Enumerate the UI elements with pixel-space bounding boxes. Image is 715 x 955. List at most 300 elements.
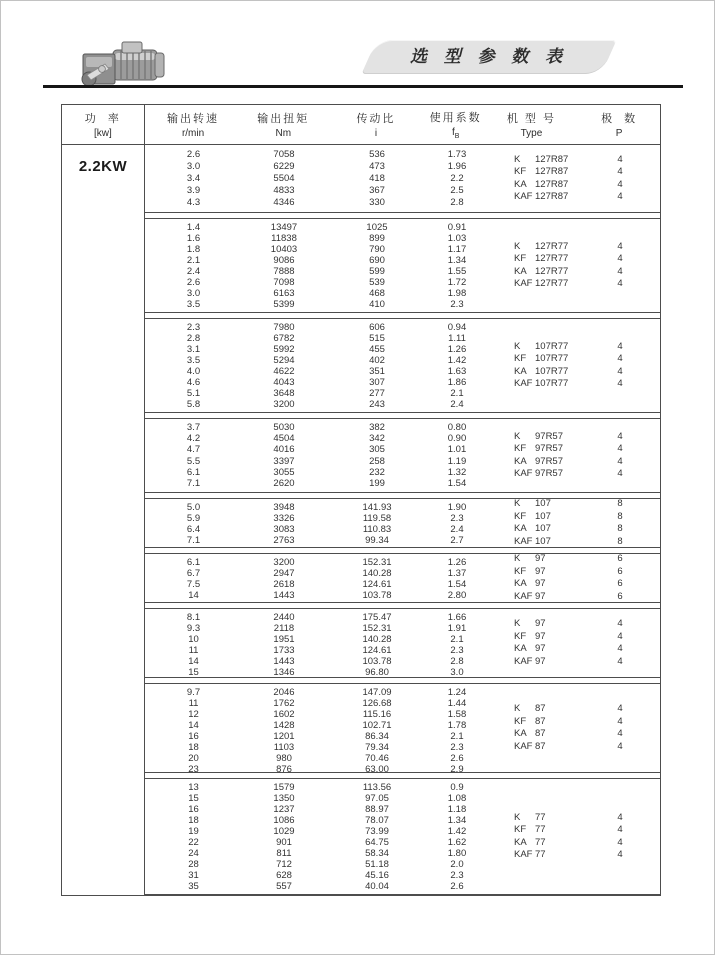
model-type-value: K 107R77 bbox=[514, 340, 569, 352]
column-ratios bbox=[326, 557, 428, 599]
output-speed-value: 14 bbox=[188, 720, 199, 731]
output-speed-value: 7.5 bbox=[186, 579, 201, 590]
output-speed-value: 5.1 bbox=[186, 388, 201, 399]
output-speed-value: 2.3 bbox=[186, 322, 201, 333]
service-factor-value: 1.42 bbox=[447, 355, 467, 366]
service-factor-value: 1.34 bbox=[447, 255, 467, 266]
service-factor-value: 2.80 bbox=[447, 590, 467, 601]
poles-value: 4 bbox=[617, 365, 623, 377]
model-type-value: KAF 127R77 bbox=[514, 278, 569, 289]
output-torque-cn: 输出扭矩 bbox=[257, 113, 310, 125]
ratio-value: 690 bbox=[369, 255, 385, 266]
ratio-value: 78.07 bbox=[365, 815, 389, 826]
output-torque-value: 5992 bbox=[273, 344, 295, 355]
output-torque-value: 10403 bbox=[270, 244, 298, 255]
model-type-value: KA 107 bbox=[514, 523, 551, 534]
poles-value: 8 bbox=[617, 510, 623, 522]
output-speed-value: 9.3 bbox=[186, 623, 201, 634]
output-speed-value: 11 bbox=[188, 645, 199, 656]
service-factor-value: 3.0 bbox=[450, 667, 464, 678]
output-torque-value: 811 bbox=[276, 848, 292, 859]
poles-value: 4 bbox=[617, 378, 623, 389]
output-speed-value: 13 bbox=[188, 782, 199, 793]
service-factor-symbol: $f_B$ bbox=[451, 127, 460, 140]
poles-value: 4 bbox=[617, 630, 623, 642]
column-torques bbox=[242, 687, 326, 775]
column-ratios bbox=[326, 782, 428, 891]
output-torque-value: 3083 bbox=[273, 524, 295, 535]
column-fb bbox=[428, 502, 486, 544]
ratio-value: 606 bbox=[369, 322, 385, 333]
poles-value: 4 bbox=[617, 703, 623, 714]
service-factor-value: 1.26 bbox=[447, 557, 467, 568]
output-torque-value: 11838 bbox=[271, 233, 297, 244]
service-factor-value: 2.7 bbox=[450, 535, 464, 546]
output-speed-value: 2.4 bbox=[186, 266, 201, 277]
ratio-value: 1025 bbox=[366, 222, 388, 233]
column-header-type bbox=[485, 105, 579, 144]
output-torque-value: 3948 bbox=[273, 502, 295, 513]
header-rule bbox=[43, 85, 683, 88]
poles-value: 4 bbox=[617, 166, 623, 177]
model-type-value: K 87 bbox=[514, 703, 546, 714]
service-factor-value: 1.11 bbox=[448, 333, 466, 344]
service-factor-value: 2.3 bbox=[450, 870, 464, 881]
output-speed-value: 35 bbox=[188, 881, 199, 892]
output-torque-value: 1951 bbox=[273, 634, 295, 645]
service-factor-value: 2.4 bbox=[450, 524, 464, 535]
column-speeds bbox=[145, 422, 242, 489]
output-torque-value: 6782 bbox=[273, 333, 295, 344]
type-cn: 机 型 号 bbox=[506, 113, 556, 125]
spec-group-6 bbox=[145, 553, 660, 603]
model-type-value: KA 127R87 bbox=[514, 178, 569, 190]
column-ratios bbox=[326, 222, 428, 309]
output-torque-value: 2763 bbox=[273, 535, 295, 546]
output-torque-value: 1443 bbox=[273, 590, 295, 601]
column-poles bbox=[580, 553, 660, 602]
model-type-value: KA 87 bbox=[514, 728, 546, 739]
poles-value: 8 bbox=[617, 498, 623, 509]
ratio-value: 51.18 bbox=[365, 859, 389, 870]
model-type-value: KA 97 bbox=[514, 578, 546, 589]
service-factor-value: 1.72 bbox=[447, 277, 467, 288]
output-torque-value: 876 bbox=[276, 764, 292, 775]
table-body bbox=[62, 145, 660, 895]
output-torque-value: 1103 bbox=[273, 742, 295, 753]
output-speed-value: 20 bbox=[188, 753, 199, 764]
service-factor-value: 2.8 bbox=[450, 197, 464, 209]
model-type-value: KAF 107R77 bbox=[514, 378, 569, 389]
output-speed-value: 9.7 bbox=[186, 687, 201, 698]
spec-group-9 bbox=[145, 778, 660, 895]
service-factor-value: 1.86 bbox=[447, 377, 467, 388]
output-speed-value: 5.8 bbox=[186, 399, 201, 410]
output-torque-value: 6163 bbox=[273, 288, 295, 299]
service-factor-value: 0.94 bbox=[447, 322, 467, 333]
model-type-value: KAF 127R87 bbox=[514, 191, 569, 202]
ratio-symbol: i bbox=[374, 128, 378, 139]
column-types bbox=[486, 553, 580, 602]
output-torque-value: 712 bbox=[276, 859, 292, 870]
ratio-value: 330 bbox=[369, 197, 385, 209]
ratio-value: 473 bbox=[369, 160, 385, 172]
poles-value: 4 bbox=[617, 468, 623, 479]
column-fb bbox=[428, 782, 486, 891]
service-factor-cn: 使用系数 bbox=[429, 112, 482, 124]
output-torque-value: 1602 bbox=[273, 709, 295, 720]
ratio-value: 79.34 bbox=[365, 742, 389, 753]
output-torque-value: 1350 bbox=[273, 793, 295, 804]
output-speed-value: 12 bbox=[188, 709, 199, 720]
column-header-service-factor bbox=[427, 105, 485, 144]
column-header-output-speed bbox=[145, 105, 242, 144]
output-torque-value: 3326 bbox=[273, 513, 295, 524]
model-type-value: K 97 bbox=[514, 618, 546, 629]
service-factor-value: 1.26 bbox=[447, 344, 467, 355]
column-torques bbox=[242, 782, 326, 891]
column-fb bbox=[428, 222, 486, 309]
poles-value: 4 bbox=[617, 353, 623, 364]
poles-value: 4 bbox=[617, 836, 623, 848]
column-fb bbox=[428, 557, 486, 599]
service-factor-value: 0.91 bbox=[447, 222, 467, 233]
output-torque-value: 5504 bbox=[273, 172, 295, 184]
column-fb bbox=[428, 612, 486, 678]
poles-value: 4 bbox=[617, 178, 623, 190]
output-speed-value: 6.4 bbox=[186, 524, 201, 535]
column-speeds bbox=[145, 557, 242, 599]
ratio-value: 382 bbox=[369, 422, 385, 434]
column-ratios bbox=[326, 148, 428, 209]
column-types bbox=[486, 322, 580, 409]
poles-value: 6 bbox=[617, 578, 623, 589]
ratio-value: 45.16 bbox=[365, 870, 389, 881]
poles-value: 4 bbox=[617, 715, 623, 727]
output-torque-value: 1733 bbox=[273, 645, 295, 656]
poles-value: 4 bbox=[617, 811, 623, 823]
ratio-value: 73.99 bbox=[365, 826, 389, 837]
output-torque-unit: Nm bbox=[275, 128, 292, 139]
output-torque-value: 1346 bbox=[273, 667, 295, 678]
ratio-value: 103.78 bbox=[362, 590, 392, 601]
ratio-value: 102.71 bbox=[362, 720, 392, 731]
output-speed-cn: 输出转速 bbox=[167, 113, 220, 125]
output-torque-value: 7980 bbox=[273, 322, 295, 333]
ratio-value: 307 bbox=[369, 377, 385, 388]
service-factor-value: 1.58 bbox=[447, 709, 467, 720]
model-type-value: KA 127R77 bbox=[514, 265, 569, 277]
column-fb bbox=[428, 687, 486, 775]
service-factor-value: 1.19 bbox=[447, 455, 467, 467]
column-header-ratio bbox=[325, 105, 427, 144]
output-torque-value: 7058 bbox=[273, 148, 295, 160]
ratio-value: 305 bbox=[369, 444, 385, 456]
output-speed-value: 3.0 bbox=[186, 160, 201, 172]
service-factor-value: 1.78 bbox=[447, 720, 467, 731]
output-speed-value: 4.0 bbox=[186, 366, 201, 377]
ratio-value: 63.00 bbox=[365, 764, 389, 775]
output-speed-value: 5.5 bbox=[186, 455, 201, 467]
ratio-value: 351 bbox=[369, 366, 385, 377]
ratio-value: 103.78 bbox=[362, 656, 392, 667]
model-type-value: KF 97 bbox=[514, 630, 546, 642]
output-torque-value: 4833 bbox=[273, 185, 295, 197]
model-type-value: KF 127R77 bbox=[514, 253, 569, 264]
column-types bbox=[486, 498, 580, 547]
poles-value: 6 bbox=[617, 553, 623, 564]
service-factor-value: 1.54 bbox=[447, 579, 467, 590]
ratio-value: 97.05 bbox=[365, 793, 389, 804]
output-torque-value: 5399 bbox=[273, 299, 295, 310]
output-speed-value: 3.9 bbox=[186, 185, 201, 197]
model-type-value: KAF 97 bbox=[514, 590, 546, 602]
model-type-value: KF 107 bbox=[514, 510, 551, 522]
service-factor-value: 2.1 bbox=[450, 634, 464, 645]
output-speed-value: 6.7 bbox=[186, 568, 201, 579]
service-factor-value: 1.32 bbox=[447, 466, 467, 478]
ratio-value: 88.97 bbox=[365, 804, 389, 815]
service-factor-value: 1.01 bbox=[447, 444, 467, 456]
poles-value: 4 bbox=[617, 153, 623, 165]
output-speed-value: 28 bbox=[188, 859, 199, 870]
output-speed-value: 10 bbox=[188, 634, 199, 645]
column-poles bbox=[580, 498, 660, 547]
output-torque-value: 1443 bbox=[273, 656, 295, 667]
service-factor-value: 1.17 bbox=[447, 244, 467, 255]
table-groups bbox=[145, 145, 660, 895]
output-torque-value: 3397 bbox=[273, 455, 295, 467]
output-speed-value: 24 bbox=[188, 848, 199, 859]
column-torques bbox=[242, 422, 326, 489]
column-speeds bbox=[145, 612, 242, 678]
ratio-value: 147.09 bbox=[362, 687, 392, 698]
ratio-value: 64.75 bbox=[365, 837, 389, 848]
output-speed-value: 15 bbox=[188, 793, 199, 804]
model-type-value: KAF 77 bbox=[514, 849, 546, 860]
output-torque-value: 2620 bbox=[273, 477, 295, 489]
poles-value: 4 bbox=[617, 849, 623, 860]
model-type-value: K 97 bbox=[514, 553, 546, 564]
column-types bbox=[486, 222, 580, 309]
output-speed-value: 23 bbox=[188, 764, 199, 775]
output-speed-value: 3.5 bbox=[186, 355, 201, 366]
output-speed-value: 2.1 bbox=[186, 255, 201, 266]
ratio-value: 243 bbox=[369, 399, 385, 410]
column-fb bbox=[428, 322, 486, 409]
service-factor-value: 2.1 bbox=[450, 388, 464, 399]
ratio-value: 40.04 bbox=[365, 881, 389, 892]
output-torque-value: 4504 bbox=[273, 433, 295, 445]
column-ratios bbox=[326, 422, 428, 489]
service-factor-value: 2.9 bbox=[450, 764, 464, 775]
output-torque-value: 901 bbox=[276, 837, 292, 848]
column-ratios bbox=[326, 612, 428, 678]
ratio-value: 418 bbox=[369, 172, 385, 184]
ratio-value: 899 bbox=[369, 233, 385, 244]
service-factor-value: 2.6 bbox=[450, 881, 464, 892]
ratio-value: 410 bbox=[369, 299, 385, 310]
column-poles bbox=[580, 322, 660, 409]
column-ratios bbox=[326, 687, 428, 775]
column-torques bbox=[242, 148, 326, 209]
selection-parameter-table bbox=[61, 104, 661, 896]
output-speed-unit: r/min bbox=[181, 128, 205, 139]
column-header-power bbox=[62, 105, 145, 144]
service-factor-value: 1.62 bbox=[447, 837, 467, 848]
column-fb bbox=[428, 148, 486, 209]
title-banner bbox=[363, 40, 615, 74]
output-speed-value: 6.1 bbox=[186, 557, 201, 568]
column-poles bbox=[580, 612, 660, 674]
ratio-value: 367 bbox=[369, 185, 385, 197]
type-en: Type bbox=[520, 128, 543, 139]
output-torque-value: 628 bbox=[276, 870, 292, 881]
spec-group-3 bbox=[145, 318, 660, 413]
poles-symbol: P bbox=[615, 128, 623, 139]
output-speed-value: 7.1 bbox=[186, 477, 201, 489]
service-factor-value: 1.55 bbox=[447, 266, 467, 277]
output-speed-value: 1.6 bbox=[186, 233, 201, 244]
gearmotor-logo-image bbox=[75, 39, 171, 91]
poles-value: 4 bbox=[617, 824, 623, 835]
output-torque-value: 2947 bbox=[273, 568, 295, 579]
model-type-value: KF 97R57 bbox=[514, 443, 563, 454]
output-torque-value: 3200 bbox=[273, 399, 295, 410]
output-speed-value: 3.7 bbox=[186, 422, 201, 434]
output-speed-value: 3.0 bbox=[186, 288, 201, 299]
ratio-value: 232 bbox=[369, 466, 385, 478]
poles-value: 6 bbox=[617, 565, 623, 577]
model-type-value: KAF 97R57 bbox=[514, 468, 563, 479]
model-type-value: K 127R77 bbox=[514, 240, 569, 252]
column-fb bbox=[428, 422, 486, 489]
poles-value: 4 bbox=[617, 655, 623, 667]
spec-group-5 bbox=[145, 498, 660, 548]
service-factor-value: 2.3 bbox=[450, 645, 464, 656]
ratio-value: 115.16 bbox=[362, 709, 392, 720]
ratio-value: 110.83 bbox=[362, 524, 392, 535]
spec-group-4 bbox=[145, 418, 660, 493]
ratio-value: 124.61 bbox=[362, 579, 392, 590]
model-type-value: K 127R87 bbox=[514, 153, 569, 165]
column-types bbox=[486, 612, 580, 674]
column-torques bbox=[242, 612, 326, 678]
poles-value: 4 bbox=[617, 443, 623, 454]
ratio-value: 119.58 bbox=[362, 513, 392, 524]
power-header-unit: [kw] bbox=[93, 128, 112, 139]
poles-value: 6 bbox=[617, 590, 623, 602]
service-factor-value: 2.3 bbox=[450, 299, 464, 310]
model-type-value: KA 97 bbox=[514, 643, 546, 654]
spec-group-7 bbox=[145, 608, 660, 678]
output-speed-value: 3.1 bbox=[186, 344, 201, 355]
model-type-value: K 107 bbox=[514, 498, 551, 509]
poles-value: 4 bbox=[617, 191, 623, 202]
model-type-value: KF 97 bbox=[514, 565, 546, 577]
output-speed-value: 4.7 bbox=[186, 444, 201, 456]
output-speed-value: 22 bbox=[188, 837, 199, 848]
column-speeds bbox=[145, 222, 242, 309]
model-type-value: KA 77 bbox=[514, 836, 546, 848]
output-torque-value: 2440 bbox=[273, 612, 295, 623]
output-speed-value: 31 bbox=[188, 870, 199, 881]
poles-value: 4 bbox=[617, 740, 623, 752]
model-type-value: KA 107R77 bbox=[514, 365, 569, 377]
ratio-value: 113.56 bbox=[362, 782, 392, 793]
poles-value: 4 bbox=[617, 618, 623, 629]
output-speed-value: 14 bbox=[188, 590, 199, 601]
output-speed-value: 6.1 bbox=[186, 466, 201, 478]
model-type-value: KF 77 bbox=[514, 824, 546, 835]
ratio-value: 141.93 bbox=[362, 502, 392, 513]
column-header-poles bbox=[578, 105, 660, 144]
service-factor-value: 1.63 bbox=[447, 366, 467, 377]
ratio-value: 515 bbox=[369, 333, 385, 344]
ratio-value: 539 bbox=[369, 277, 385, 288]
service-factor-value: 1.90 bbox=[447, 502, 467, 513]
output-speed-value: 1.8 bbox=[186, 244, 201, 255]
output-speed-value: 4.2 bbox=[186, 433, 201, 445]
column-torques bbox=[242, 222, 326, 309]
ratio-value: 199 bbox=[369, 477, 385, 489]
service-factor-value: 1.98 bbox=[447, 288, 467, 299]
output-speed-value: 11 bbox=[188, 698, 199, 709]
column-torques bbox=[242, 322, 326, 409]
output-torque-value: 5030 bbox=[273, 422, 295, 434]
table-header-row bbox=[62, 105, 660, 145]
output-torque-value: 5294 bbox=[273, 355, 295, 366]
output-speed-value: 19 bbox=[188, 826, 199, 837]
output-torque-value: 3055 bbox=[273, 466, 295, 478]
output-torque-value: 1428 bbox=[273, 720, 295, 731]
service-factor-value: 2.2 bbox=[450, 172, 464, 184]
output-torque-value: 1762 bbox=[273, 698, 295, 709]
output-speed-value: 2.8 bbox=[186, 333, 201, 344]
output-torque-value: 4346 bbox=[273, 197, 295, 209]
output-torque-value: 3648 bbox=[273, 388, 295, 399]
output-speed-value: 5.0 bbox=[186, 502, 201, 513]
service-factor-value: 1.24 bbox=[447, 687, 467, 698]
output-torque-value: 7098 bbox=[273, 277, 295, 288]
output-torque-value: 9086 bbox=[273, 255, 295, 266]
column-poles bbox=[580, 148, 660, 209]
ratio-value: 124.61 bbox=[362, 645, 392, 656]
ratio-value: 455 bbox=[369, 344, 385, 355]
output-speed-value: 2.6 bbox=[186, 277, 201, 288]
service-factor-value: 1.18 bbox=[447, 804, 467, 815]
poles-value: 8 bbox=[617, 535, 623, 547]
column-ratios bbox=[326, 502, 428, 544]
ratio-value: 152.31 bbox=[362, 557, 392, 568]
column-ratios bbox=[326, 322, 428, 409]
ratio-value: 402 bbox=[369, 355, 385, 366]
power-header-cn: 功 率 bbox=[84, 113, 121, 125]
service-factor-value: 1.34 bbox=[447, 815, 467, 826]
ratio-value: 790 bbox=[369, 244, 385, 255]
ratio-value: 99.34 bbox=[365, 535, 389, 546]
poles-value: 4 bbox=[617, 340, 623, 352]
service-factor-value: 1.44 bbox=[447, 698, 467, 709]
column-speeds bbox=[145, 782, 242, 891]
spec-group-2 bbox=[145, 218, 660, 313]
output-torque-value: 1579 bbox=[273, 782, 295, 793]
output-torque-value: 1237 bbox=[273, 804, 295, 815]
output-speed-value: 16 bbox=[188, 731, 199, 742]
column-header-output-torque bbox=[241, 105, 325, 144]
output-torque-value: 4622 bbox=[273, 366, 295, 377]
model-type-value: KAF 107 bbox=[514, 535, 551, 547]
